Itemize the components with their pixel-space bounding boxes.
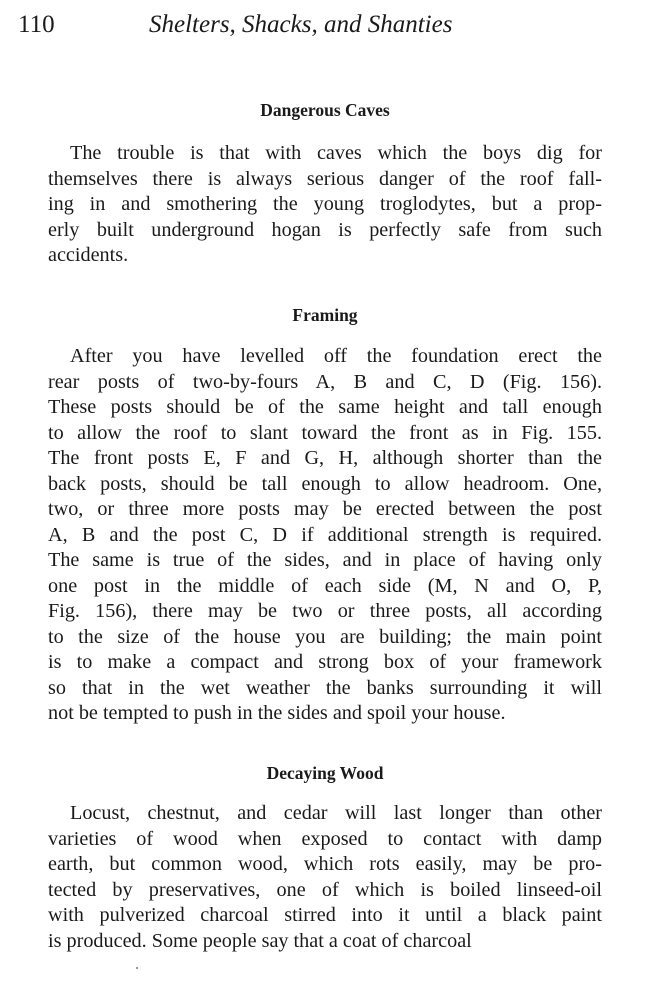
text-line: back posts, should be tall enough to allow headroom. One, <box>48 472 602 495</box>
text-line: The front posts E, F and G, H, although shorter than the <box>48 447 602 469</box>
text-line: Fig. 156), there may be two or three posts, all according <box>48 600 602 622</box>
text-line: ing in and smothering the young troglodytes, but a prop- <box>48 193 602 215</box>
section-heading: Framing <box>292 305 358 325</box>
text-line: These posts should be of the same height and tall enough <box>48 396 602 418</box>
text-line: The same is true of the sides, and in place of having only <box>48 549 602 571</box>
text-line: The trouble is that with caves which the boys dig for <box>70 142 602 164</box>
text-line: is produced. Some people say that a coat of charcoal <box>48 929 472 952</box>
section-heading: Decaying Wood <box>266 763 384 783</box>
text-line: to the size of the house you are building; the main point <box>48 625 602 648</box>
paragraph-dangerous-caves <box>48 141 602 269</box>
text-line: one post in the middle of each side (M, N and O, P, <box>48 574 602 597</box>
text-line: earth, but common wood, which rots easily, may be pro- <box>48 853 602 875</box>
text-line: varieties of wood when exposed to contact with damp <box>48 827 602 850</box>
paragraph-decaying-wood <box>48 801 602 954</box>
text-line: Locust, chestnut, and cedar will last longer than other <box>70 802 602 824</box>
paragraph-framing <box>48 344 602 727</box>
text-line: erly built underground hogan is perfectly safe from such <box>48 218 602 241</box>
text-line: not be tempted to push in the sides and spoil your house. <box>48 702 506 724</box>
print-speck <box>136 967 138 969</box>
text-line: tected by preservatives, one of which is boiled linseed-oil <box>48 878 602 901</box>
text-line: with pulverized charcoal stirred into it until a black paint <box>48 904 602 926</box>
text-line: themselves there is always serious danger of the roof fall- <box>48 167 602 190</box>
text-line: to allow the roof to slant toward the front as in Fig. 155. <box>48 421 602 444</box>
text-line: A, B and the post C, D if additional strength is required. <box>48 523 602 546</box>
section-heading: Dangerous Caves <box>260 100 390 120</box>
running-title: Shelters, Shacks, and Shanties <box>149 11 453 38</box>
text-line: accidents. <box>48 244 129 266</box>
text-line: After you have levelled off the foundation erect the <box>70 345 602 367</box>
text-line: rear posts of two-by-fours A, B and C, D (Fig. 156). <box>48 370 602 393</box>
text-line: is to make a compact and strong box of your framework <box>48 651 602 673</box>
text-line: so that in the wet weather the banks surrounding it will <box>48 676 602 699</box>
page-number: 110 <box>18 11 55 38</box>
text-line: two, or three more posts may be erected between the post <box>48 498 602 520</box>
running-head <box>18 8 618 42</box>
